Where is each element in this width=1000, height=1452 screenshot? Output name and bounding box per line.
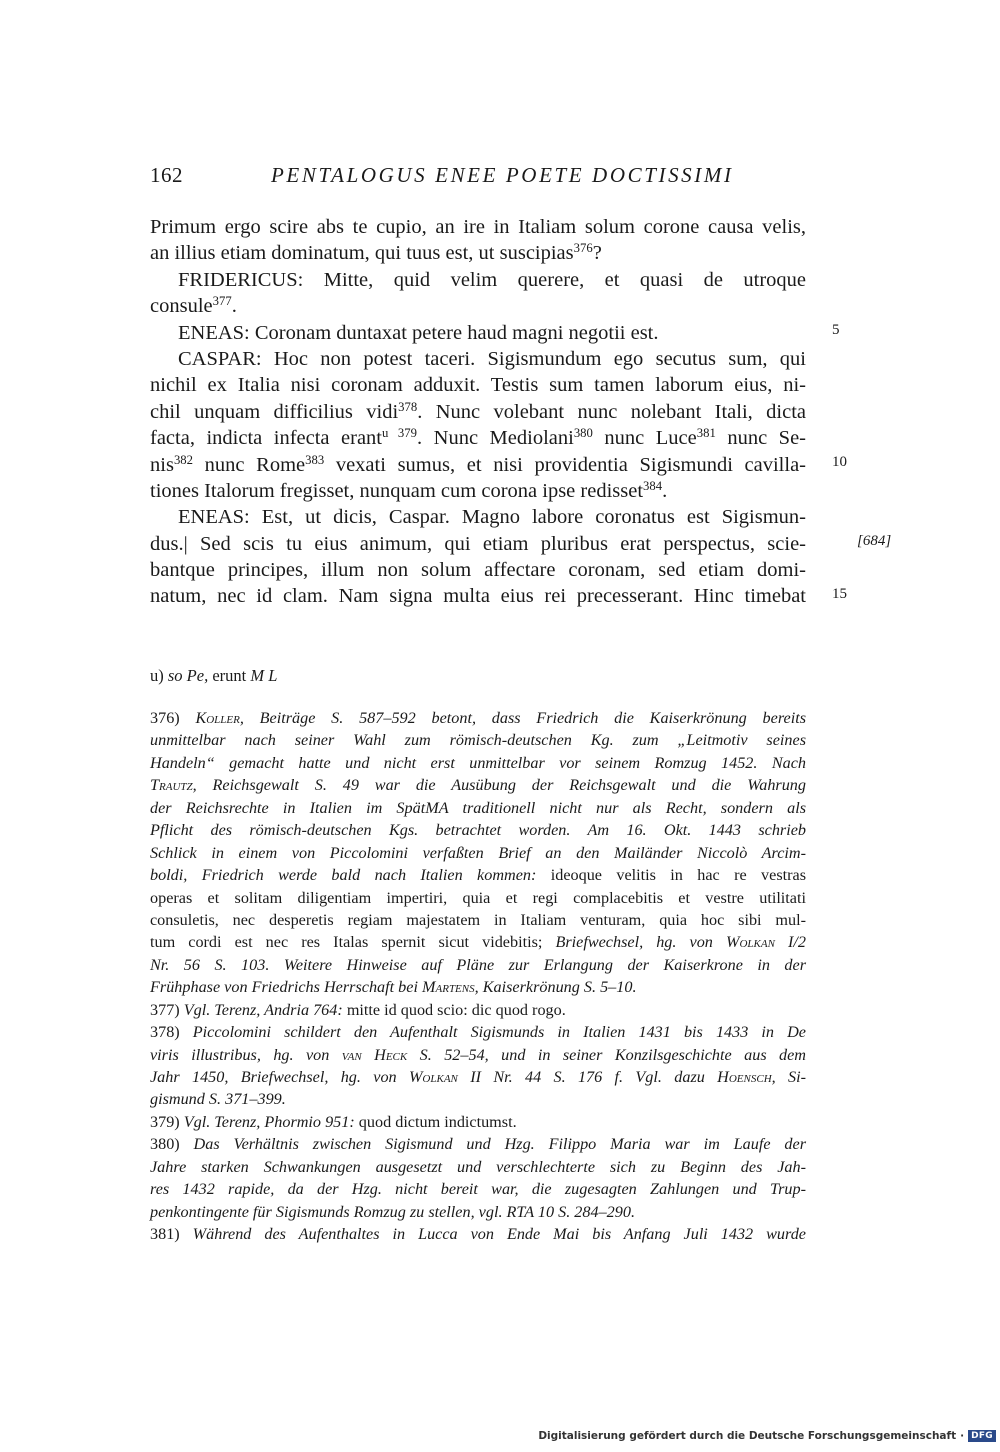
footnote-line: Handeln“ gemacht hatte und nicht erst unmittelbar vor seinem Romzug 1452. Nach bbox=[150, 753, 806, 772]
footnote-ref: 377 bbox=[212, 294, 232, 309]
text-line: natum, nec id clam. Nam signa multa eius rei precesserant. Hinc timebat bbox=[150, 585, 806, 608]
footnote-line: Nr. 56 S. 103. Weitere Hinweise auf Pläne zur Erlangung der Kaiserkrone in der bbox=[150, 955, 806, 974]
footnote-line: 378) Piccolomini schildert den Aufenthalt Sigismunds in Italien 1431 bis 1433 in De bbox=[150, 1023, 806, 1042]
running-title: PENTALOGUS ENEE POETE DOCTISSIMI bbox=[271, 163, 734, 187]
footnote-line: Frühphase von Friedrichs Herrschaft bei Martens, Kaiserkrönung S. 5–10. bbox=[150, 978, 637, 997]
text-line: nichil ex Italia nisi coronam adduxit. Testis sum tamen laborum eius, ni- bbox=[150, 374, 806, 397]
footnote-line: operas et solitam diligentiam impertiri, quia et regi complacebitis et vestre utilitati bbox=[150, 888, 806, 907]
text-line: bantque principes, illum non solum affectare coronam, sed etiam domi- bbox=[150, 559, 806, 582]
footnote-ref: u 379 bbox=[382, 426, 417, 441]
footnote-line: Trautz, Reichsgewalt S. 49 war die Ausübung der Reichsgewalt und die Wahrung bbox=[150, 776, 806, 795]
page-number: 162 bbox=[150, 163, 183, 187]
text-line: facta, indicta infecta erant$^{u 379}$. Nunc Mediolani$^{380}$ nunc Luce$^{381}$ nunc Se- bbox=[150, 426, 807, 450]
footnote-line: der Reichsrechte in Italien im SpätMA traditionell nicht nur als Recht, sondern als bbox=[150, 798, 806, 817]
text-line: consule$^{377}$. bbox=[150, 294, 237, 318]
footnote-line: tum cordi est nec res Italas spernit sicut videbitis; Briefwechsel, hg. von Wolkan I/2 bbox=[150, 933, 807, 952]
footnote-ref: 383 bbox=[305, 452, 325, 467]
running-header bbox=[150, 163, 850, 193]
text-line: CASPAR: Hoc non potest taceri. Sigismundum ego secutus sum, qui bbox=[178, 347, 806, 370]
footnote-ref: 380 bbox=[573, 426, 593, 441]
footnote-line: unmittelbar nach seiner Wahl zum römisch-deutschen Kg. zum „Leitmotiv seines bbox=[150, 731, 806, 750]
footnote-ref: 382 bbox=[173, 452, 193, 467]
text-line: dus.| Sed scis tu eius animum, qui etiam pluribus erat perspectus, scie- bbox=[150, 532, 806, 555]
footnote-line: viris illustribus, hg. von van Heck S. 52–54, und in seiner Konzilsgeschichte aus dem bbox=[150, 1045, 806, 1064]
credit-text: Digitalisierung gefördert durch die Deutsche Forschungsgemeinschaft bbox=[538, 1430, 957, 1442]
footnote-line: 376) Koller, Beiträge S. 587–592 betont, dass Friedrich die Kaiserkrönung bereits bbox=[150, 709, 806, 727]
text-line: ENEAS: Est, ut dicis, Caspar. Magno labore coronatus est Sigismun- bbox=[178, 506, 806, 529]
footnote-ref: 378 bbox=[398, 399, 418, 414]
line-number: 5 bbox=[832, 322, 840, 338]
separator-dot: · bbox=[960, 1430, 965, 1442]
footnote-line: penkontingente für Sigismunds Romzug zu stellen, vgl. RTA 10 S. 284–290. bbox=[150, 1202, 635, 1221]
footnote-line: Jahr 1450, Briefwechsel, hg. von Wolkan II Nr. 44 S. 176 f. Vgl. dazu Hoensch, Si- bbox=[150, 1068, 807, 1086]
footnote-line: consuletis, nec desperetis regiam majestatem in Italiam venturam, quia hoc sibi mul- bbox=[150, 910, 806, 929]
footnote-line: 379) Vgl. Terenz, Phormio 951: quod dictum indictumst. bbox=[150, 1112, 517, 1131]
footnote-ref: 376 bbox=[573, 241, 593, 256]
line-number: 10 bbox=[832, 454, 847, 470]
footnote-ref: 384 bbox=[643, 478, 663, 493]
footnote-line: res 1432 rapide, da der Hzg. nicht bereit war, die zugesagten Zahlungen und Trup- bbox=[150, 1180, 806, 1199]
footnote-line: boldi, Friedrich werde bald nach Italien kommen: ideoque velitis in hac re vestras bbox=[150, 866, 806, 885]
dfg-logo: DFG bbox=[968, 1430, 996, 1442]
footnotes bbox=[150, 707, 806, 1246]
text-line: Primum ergo scire abs te cupio, an ire in Italiam solum corone causa velis, bbox=[150, 216, 806, 238]
main-text bbox=[150, 214, 806, 610]
footnote-line: Pflicht des römisch-deutschen Kgs. betrachtet worden. Am 16. Okt. 1443 schrieb bbox=[150, 821, 806, 840]
text-line: tiones Italorum fregisset, nunquam cum corona ipse redisset$^{384}$. bbox=[150, 478, 668, 502]
footnote-line: gismund S. 371–399. bbox=[150, 1090, 286, 1109]
text-line: ENEAS: Coronam duntaxat petere haud magni negotii est. bbox=[178, 321, 659, 344]
critical-apparatus: u) so Pe, erunt M L bbox=[150, 666, 278, 685]
footnote-line: Schlick in einem von Piccolomini verfaßten Brief an den Mailänder Niccolò Arcim- bbox=[150, 843, 806, 862]
margin-page-reference: [684] bbox=[857, 533, 892, 549]
footnote-line: 377) Vgl. Terenz, Andria 764: mitte id quod scio: dic quod rogo. bbox=[150, 1000, 566, 1019]
text-line: FRIDERICUS: Mitte, quid velim querere, et quasi de utroque bbox=[178, 268, 806, 291]
text-line: an illius etiam dominatum, qui tuus est, ut suscipias$^{376}$? bbox=[150, 241, 602, 265]
footnote-ref: 381 bbox=[696, 426, 716, 441]
text-line: nis$^{382}$ nunc Rome$^{383}$ vexati sumus, et nisi providentia Sigismundi cavilla- bbox=[150, 452, 806, 476]
footnote-line: 380) Das Verhältnis zwischen Sigismund und Hzg. Filippo Maria war im Laufe der bbox=[150, 1135, 806, 1154]
text-line: chil unquam difficilius vidi$^{378}$. Nunc volebant nunc nolebant Itali, dicta bbox=[150, 399, 807, 423]
footnote-line: 381) Während des Aufenthaltes in Lucca von Ende Mai bis Anfang Juli 1432 wurde bbox=[150, 1225, 806, 1244]
footnote-line: Jahre starken Schwankungen ausgesetzt und verschlechterte sich zu Beginn des Jah- bbox=[150, 1157, 806, 1176]
digitization-credit bbox=[538, 1426, 996, 1446]
line-number: 15 bbox=[832, 586, 847, 602]
